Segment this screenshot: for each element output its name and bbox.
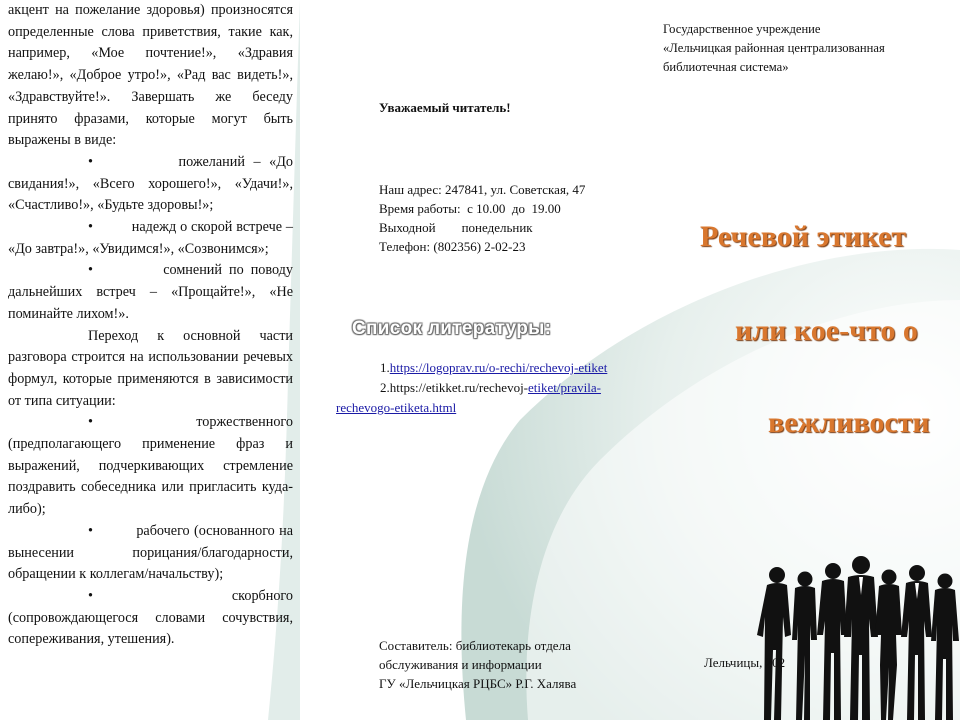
- compiler-line: обслуживания и информации: [379, 657, 542, 672]
- reader-greeting: Уважаемый читатель!: [379, 100, 511, 115]
- day-off-line: Выходной понедельник: [379, 220, 533, 235]
- bullet-item: [8, 260, 293, 325]
- bullet-item: [8, 217, 293, 260]
- phone-line: Телефон: (802356) 2-02-23: [379, 239, 526, 254]
- booklet-title-line-1: Речевой этикет: [700, 220, 907, 253]
- bullet-text: рабочего (основанного на вынесении порицания/благодарности, обращении к коллегам/начальству);: [8, 522, 293, 583]
- literature-link-2[interactable]: etiket/pravila-rechevogo-etiketa.html: [336, 380, 601, 415]
- bullet-glyph: •: [88, 522, 93, 539]
- etiquette-text-column: [8, 0, 293, 651]
- text-paragraph: Переход к основной части разговора строится на использовании речевых формул, которые применяются в зависимости от типа ситуации:: [8, 327, 293, 409]
- literature-link-1[interactable]: https://logoprav.ru/o-rechi/rechevoj-etiket: [389, 360, 608, 375]
- compiler-line: ГУ «Лельчицкая РЦБС» Р.Г. Халява: [379, 676, 577, 691]
- bullet-item: [8, 412, 293, 521]
- compiler-line: Составитель: библиотекарь отдела: [379, 638, 571, 653]
- literature-heading: Список литературы:: [352, 318, 552, 339]
- bullet-text: пожеланий – «До свидания!», «Всего хорошего!», «Удачи!», «Счастливо!», «Будьте здоровы!»;: [8, 153, 294, 214]
- bullet-glyph: •: [88, 262, 93, 279]
- hours-line: Время работы: с 10.00 до 19.00: [379, 201, 561, 216]
- address-line: Наш адрес: 247841, ул. Советская, 47: [379, 182, 586, 197]
- literature-list: [336, 358, 608, 418]
- bullet-glyph: •: [88, 587, 93, 604]
- institution-line: «Лельчицкая районная централизованная: [663, 41, 885, 55]
- bullet-text: скорбного (сопровождающегося словами сочувствия, сопереживания, утешения).: [8, 587, 293, 648]
- city-year: Лельчицы, 202: [704, 655, 786, 670]
- institution-line: библиотечная система»: [663, 60, 789, 74]
- literature-text-2: https://etikket.ru/rechevoj-: [389, 380, 529, 395]
- bullet-text: сомнений по поводу дальнейших встреч – «Прощайте!», «Не поминайте лихом!».: [8, 262, 293, 322]
- booklet-title-line-3: вежливости: [768, 406, 930, 439]
- literature-item: [336, 378, 608, 418]
- bullet-glyph: •: [88, 153, 93, 170]
- bullet-item: [8, 521, 293, 586]
- compiler-info: [379, 636, 624, 693]
- item-number: 2.: [380, 380, 390, 395]
- institution-line: Государственное учреждение: [663, 22, 821, 36]
- library-contacts: [379, 180, 624, 256]
- item-number: 1.: [380, 360, 390, 375]
- business-people-silhouette-icon: [755, 555, 960, 720]
- literature-item: [336, 358, 608, 378]
- bullet-item: [8, 152, 293, 217]
- bullet-glyph: •: [88, 414, 93, 431]
- bullet-item: [8, 586, 293, 651]
- institution-name: [663, 20, 953, 77]
- bullet-glyph: •: [88, 219, 93, 236]
- booklet-title-line-2: или кое-что о: [735, 314, 918, 347]
- bullet-text: торжественного (предполагающего применение фраз и выражений, подчеркивающих стремление поздравить собеседника или пригласить куда-либо);: [8, 414, 293, 518]
- bullet-text: надежд о скорой встрече – «До завтра!», «Увидимся!», «Созвонимся»;: [8, 219, 293, 257]
- text-paragraph: акцент на пожелание здоровья) произносятся определенные слова приветствия, такие как, например, «Мое почтение!», «Здравия желаю!», «Доброе утро!», «Рад вас видеть!», «Здравствуйте!». Завершать же беседу принято фразами, которые могут быть выражены в виде:: [8, 2, 293, 149]
